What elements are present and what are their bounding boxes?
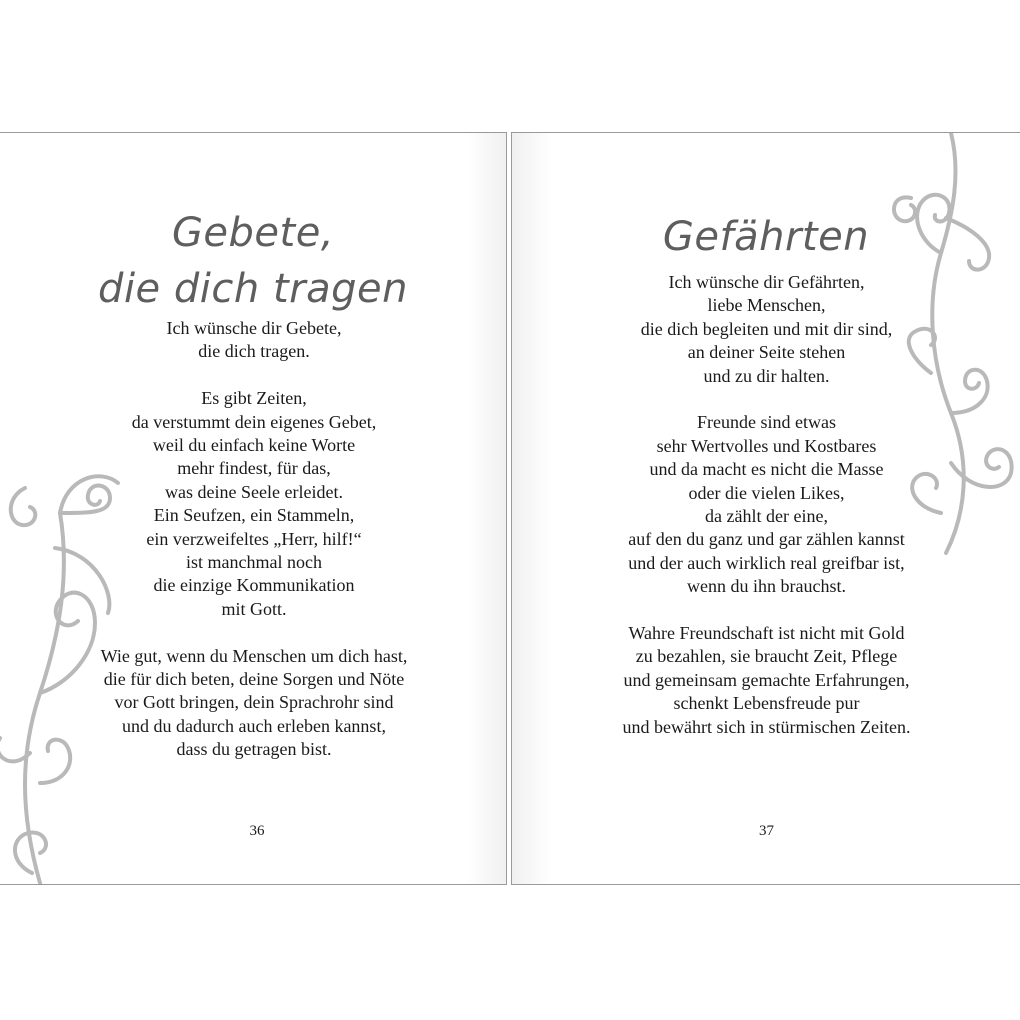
left-page (0, 132, 507, 885)
left-title (0, 205, 506, 317)
text-line: auf den du ganz und gar zählen kannst (628, 529, 905, 550)
stanza (14, 645, 494, 762)
page-number: 37 (759, 823, 774, 839)
text-line: und da macht es nicht die Masse (649, 459, 884, 480)
right-page (511, 132, 1020, 885)
page-number: 36 (249, 823, 265, 839)
text-line: wenn du ihn brauchst. (687, 576, 846, 597)
text-line: und der auch wirklich real greifbar ist, (628, 552, 905, 573)
text-line: sehr Wertvolles und Kostbares (656, 435, 877, 456)
text-line: und du dadurch auch erleben kannst, (122, 715, 386, 736)
stanza (512, 622, 1020, 739)
text-line: Ich wünsche dir Gefährten, (668, 272, 865, 292)
text-line: Ein Seufzen, ein Stammeln, (153, 505, 355, 526)
text-line: die einzige Kommunikation (153, 575, 355, 596)
text-line: an deiner Seite stehen (687, 342, 846, 363)
text-line: mehr findest, für das, (177, 458, 331, 479)
stanza (14, 317, 494, 364)
text-line: liebe Menschen, (707, 295, 826, 316)
open-book (0, 132, 1020, 885)
stanza (512, 411, 1020, 598)
text-line: und gemeinsam gemachte Erfahrungen, (623, 669, 910, 690)
text-line: die dich tragen. (198, 341, 310, 362)
text-line: was deine Seele erleidet. (165, 481, 343, 502)
title-line: Gefährten (662, 214, 870, 260)
text-line: schenkt Lebensfreude pur (673, 693, 860, 714)
text-line: vor Gott bringen, dein Sprachrohr sind (114, 692, 394, 713)
stanza (14, 387, 494, 621)
right-body (512, 271, 1020, 762)
text-line: ein verzweifeltes „Herr, hilf!“ (146, 528, 362, 549)
text-line: und bewährt sich in stürmischen Zeiten. (622, 716, 911, 737)
text-line: weil du einfach keine Worte (152, 435, 356, 456)
stanza (512, 271, 1020, 388)
text-line: Ich wünsche dir Gebete, (166, 318, 342, 338)
left-body (14, 317, 494, 785)
text-line: Wahre Freundschaft ist nicht mit Gold (628, 623, 905, 644)
title-line: die dich tragen (98, 266, 408, 312)
text-line: mit Gott. (221, 598, 287, 619)
text-line: zu bezahlen, sie braucht Zeit, Pflege (635, 646, 898, 667)
text-line: die dich begleiten und mit dir sind, (640, 318, 893, 339)
text-line: oder die vielen Likes, (688, 482, 845, 503)
text-line: Freunde sind etwas (697, 412, 836, 433)
text-line: Es gibt Zeiten, (201, 388, 307, 409)
text-line: die für dich beten, deine Sorgen und Nöte (103, 669, 405, 690)
text-line: ist manchmal noch (186, 552, 322, 573)
right-title (512, 209, 1020, 265)
text-line: da verstummt dein eigenes Gebet, (131, 411, 377, 432)
text-line: dass du getragen bist. (176, 739, 332, 760)
text-line: Wie gut, wenn du Menschen um dich hast, (100, 645, 408, 666)
text-line: da zählt der eine, (705, 506, 828, 527)
text-line: und zu dir halten. (703, 365, 830, 386)
title-line: Gebete, (171, 210, 335, 256)
